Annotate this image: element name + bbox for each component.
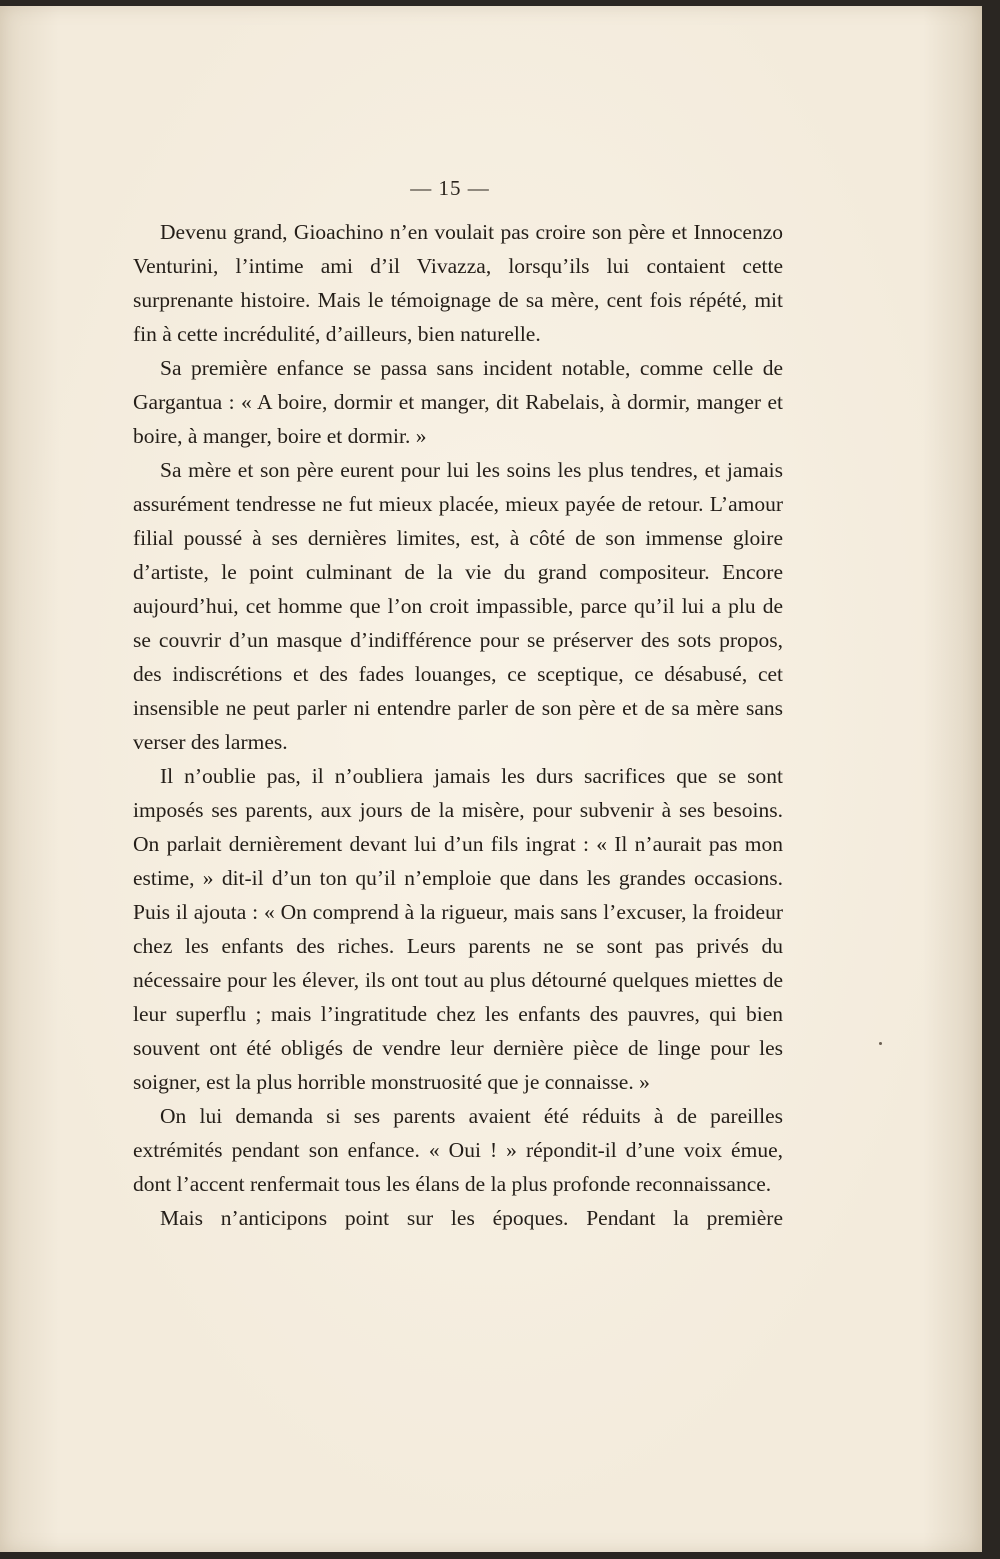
- body-text: [133, 215, 783, 1235]
- book-page: [0, 6, 982, 1552]
- paragraph-1: Devenu grand, Gioachino n’en voulait pas croire son père et Innocenzo Venturini, l’intime ami d’il Vivazza, lorsqu’ils lui contaient cette surprenante histoire. Mais le témoignage de sa mère, cent fois répété, mit fin à cette incrédulité, d’ailleurs, bien naturelle.: [133, 220, 783, 346]
- paragraph-3: Sa mère et son père eurent pour lui les soins les plus tendres, et jamais assurément tendresse ne fut mieux placée, mieux payée de retour. L’amour filial poussé à ses dernières limites, est, à côté de son immense gloire d’artiste, le point culminant de la vie du grand compositeur. Encore aujourd’hui, cet homme que l’on croit impassible, parce qu’il lui a plu de se couvrir d’un masque d’indifférence pour se préserver des sots propos, des indiscrétions et des fades louanges, ce sceptique, ce désabusé, cet insensible ne peut parler ni entendre parler de son père et de sa mère sans verser des larmes.: [133, 458, 783, 754]
- paragraph-4: Il n’oublie pas, il n’oubliera jamais les durs sacrifices que se sont imposés ses parents, aux jours de la misère, pour subvenir à ses besoins. On parlait dernièrement devant lui d’un fils ingrat : « Il n’aurait pas mon estime, » dit-il d’un ton qu’il n’emploie que dans les grandes occasions. Puis il ajouta : « On comprend à la rigueur, mais sans l’excuser, la froideur chez les enfants des riches. Leurs parents ne se sont pas privés du nécessaire pour les élever, ils ont tout au plus détourné quelques miettes de leur superflu ; mais l’ingratitude chez les enfants des pauvres, qui bien souvent ont été obligés de vendre leur dernière pièce de linge pour les soigner, est la plus horrible monstruosité que je connaisse. »: [133, 764, 783, 1094]
- paper-speck: [879, 1042, 882, 1045]
- paragraph-6: Mais n’anticipons point sur les époques. Pendant la première: [160, 1206, 783, 1230]
- paragraph-2: Sa première enfance se passa sans incident notable, comme celle de Gargantua : « A boire, dormir et manger, dit Rabelais, à dormir, manger et boire, à manger, boire et dormir. »: [133, 356, 783, 448]
- paragraph-5: On lui demanda si ses parents avaient été réduits à de pareilles extrémités pendant son enfance. « Oui ! » répondit-il d’une voix émue, dont l’accent renfermait tous les élans de la plus profonde reconnaissance.: [133, 1104, 783, 1196]
- page-number: — 15 —: [410, 176, 490, 200]
